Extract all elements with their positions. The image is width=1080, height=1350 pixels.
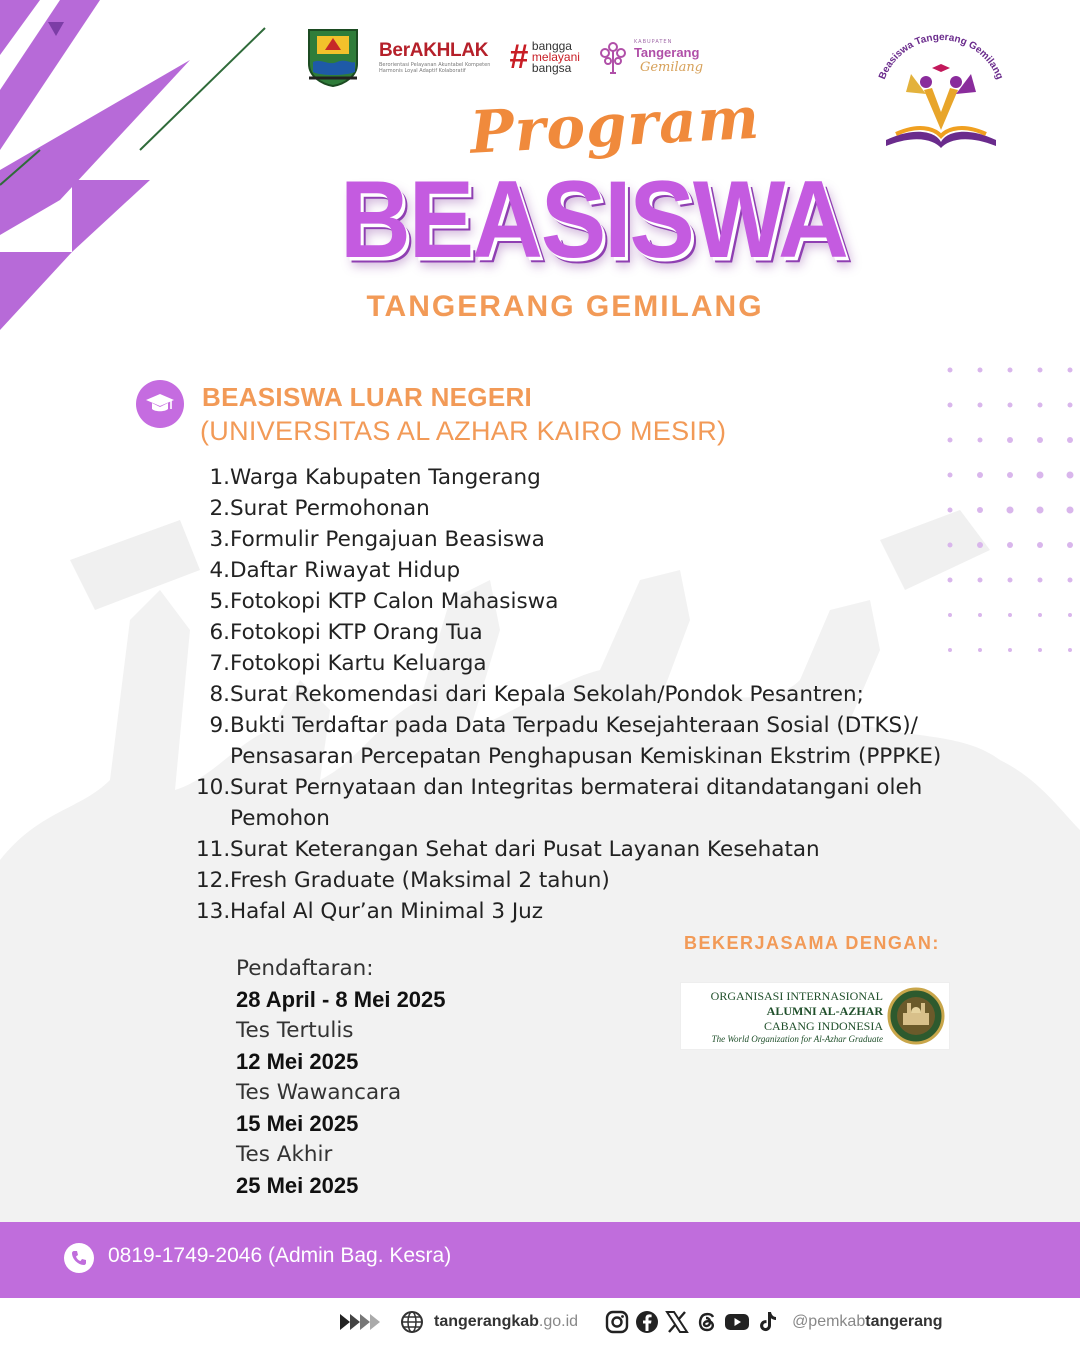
globe-icon xyxy=(400,1310,424,1334)
list-item-number: 13. xyxy=(196,899,231,924)
x-icon[interactable] xyxy=(664,1309,690,1335)
list-item xyxy=(196,865,996,896)
list-item-text: Daftar Riwayat Hidup xyxy=(230,558,461,583)
al-azhar-seal-icon xyxy=(887,987,945,1045)
list-item-text: Surat Keterangan Sehat dari Pusat Layanan Kesehatan xyxy=(230,837,820,862)
schedule-date-interview: 15 Mei 2025 xyxy=(236,1111,359,1136)
instagram-icon[interactable] xyxy=(604,1309,630,1335)
list-item xyxy=(196,586,996,617)
bangga-line1: bangga xyxy=(531,38,572,53)
tangerang-gemilang-logo xyxy=(598,39,703,75)
list-item-number: 3. xyxy=(209,527,230,552)
hashtag-icon: # xyxy=(509,38,528,76)
tangerang-logo-name: Tangerang xyxy=(633,45,700,60)
geometric-corner-decoration xyxy=(0,0,300,340)
list-item-text: Fotokopi KTP Orang Tua xyxy=(230,620,483,645)
list-item-number: 2. xyxy=(209,496,230,521)
list-item-number: 7. xyxy=(209,651,230,676)
facebook-icon[interactable] xyxy=(634,1309,660,1335)
tangerang-logo-small: KABUPATEN xyxy=(633,39,673,45)
list-item xyxy=(196,772,996,834)
program-script-title: Program xyxy=(468,83,762,167)
list-item xyxy=(196,834,996,865)
schedule-label-written-test: Tes Tertulis xyxy=(236,1018,354,1043)
berakhlak-logo-text: BerAKHLAK xyxy=(379,40,489,61)
list-item xyxy=(196,462,996,493)
website-domain-bold[interactable]: tangerangkab xyxy=(434,1313,539,1330)
list-item-number: 8. xyxy=(209,682,230,707)
graduation-cap-badge xyxy=(136,380,184,428)
social-handle-light[interactable]: @pemkab xyxy=(792,1313,866,1330)
bangga-line2: melayani xyxy=(531,49,580,64)
tiktok-icon[interactable] xyxy=(754,1309,780,1335)
partner-line3: CABANG INDONESIA xyxy=(764,1019,883,1033)
list-item-number: 1. xyxy=(209,465,230,490)
berakhlak-logo-subtext: Berorientasi Pelayanan Akuntabel Kompeten Harmonis Loyal Adaptif Kolaboratif xyxy=(379,62,491,74)
schedule-date-written-test: 12 Mei 2025 xyxy=(236,1049,359,1074)
list-item-number: 9. xyxy=(209,713,230,738)
schedule-label-interview: Tes Wawancara xyxy=(236,1080,402,1105)
website-domain-light[interactable]: .go.id xyxy=(538,1313,579,1330)
list-item-number: 5. xyxy=(209,589,230,614)
partner-title: BEKERJASAMA DENGAN: xyxy=(684,933,940,953)
list-item-number: 4. xyxy=(209,558,230,583)
list-item xyxy=(196,896,996,927)
list-item xyxy=(196,679,996,710)
phone-icon xyxy=(64,1243,94,1273)
threads-icon[interactable] xyxy=(694,1309,720,1335)
bangga-line3: bangsa xyxy=(531,60,572,75)
phone-handset-icon xyxy=(70,1249,88,1267)
schedule-date-registration: 28 April - 8 Mei 2025 xyxy=(236,987,446,1012)
list-item-text: Bukti Terdaftar pada Data Terpadu Kesejahteraan Sosial (DTKS)/ Pensasaran Percepatan Penghapusan Kemiskinan Ekstrim (PPPKE) xyxy=(230,713,942,769)
list-item-text: Surat Pernyataan dan Integritas bermaterai ditandatangani oleh Pemohon xyxy=(230,775,923,831)
requirements-list xyxy=(196,462,996,927)
fast-forward-arrows-icon xyxy=(340,1312,386,1332)
tree-icon xyxy=(598,39,628,75)
list-item-text: Formulir Pengajuan Beasiswa xyxy=(230,527,545,552)
partner-logos-row xyxy=(305,22,703,92)
list-item-text: Surat Rekomendasi dari Kepala Sekolah/Pondok Pesantren; xyxy=(230,682,864,707)
list-item xyxy=(196,617,996,648)
emblem-arc-text: Beasiswa Tangerang Gemilang xyxy=(877,31,1005,82)
partner-line4: The World Organization for Al-Azhar Graduate xyxy=(711,1034,883,1044)
section-title: BEASISWA LUAR NEGERI xyxy=(202,382,533,412)
schedule-label-final-test: Tes Akhir xyxy=(236,1142,333,1167)
list-item xyxy=(196,524,996,555)
list-item-number: 11. xyxy=(196,837,231,862)
contact-phone[interactable]: 0819-1749-2046 (Admin Bag. Kesra) xyxy=(108,1244,452,1267)
list-item-text: Hafal Al Qur’an Minimal 3 Juz xyxy=(230,899,544,924)
tangerang-logo-script: Gemilang xyxy=(639,60,704,75)
social-handle-bold[interactable]: tangerang xyxy=(865,1313,943,1330)
partner-line2: ALUMNI AL-AZHAR xyxy=(766,1004,883,1018)
graduation-cap-icon xyxy=(145,392,175,416)
schedule xyxy=(236,953,596,1201)
alumni-al-azhar-logo xyxy=(680,982,950,1050)
list-item xyxy=(196,555,996,586)
beasiswa-main-title: BEASISWA xyxy=(340,157,847,281)
list-item-number: 10. xyxy=(196,775,231,800)
list-item-text: Fotokopi KTP Calon Mahasiswa xyxy=(230,589,559,614)
youtube-icon[interactable] xyxy=(724,1309,750,1335)
partner-line1: ORGANISASI INTERNASIONAL xyxy=(710,989,883,1003)
list-item-text: Surat Permohonan xyxy=(230,496,430,521)
list-item xyxy=(196,493,996,524)
schedule-label-registration: Pendaftaran: xyxy=(236,956,374,981)
list-item xyxy=(196,710,996,772)
list-item-text: Fotokopi Kartu Keluarga xyxy=(230,651,487,676)
list-item-number: 12. xyxy=(196,868,231,893)
schedule-date-final-test: 25 Mei 2025 xyxy=(236,1173,359,1198)
list-item xyxy=(196,648,996,679)
kabupaten-tangerang-crest-icon xyxy=(305,26,361,88)
berakhlak-logo xyxy=(379,40,491,74)
footer-links-row xyxy=(340,1306,943,1338)
beasiswa-tangerang-gemilang-emblem xyxy=(866,30,1016,160)
tangerang-gemilang-subtitle: TANGERANG GEMILANG xyxy=(366,290,764,323)
list-item-number: 6. xyxy=(209,620,230,645)
list-item-text: Warga Kabupaten Tangerang xyxy=(230,465,541,490)
list-item-text: Fresh Graduate (Maksimal 2 tahun) xyxy=(230,868,610,893)
bangga-melayani-bangsa-logo xyxy=(509,40,580,74)
section-subtitle: (UNIVERSITAS AL AZHAR KAIRO MESIR) xyxy=(200,416,727,446)
